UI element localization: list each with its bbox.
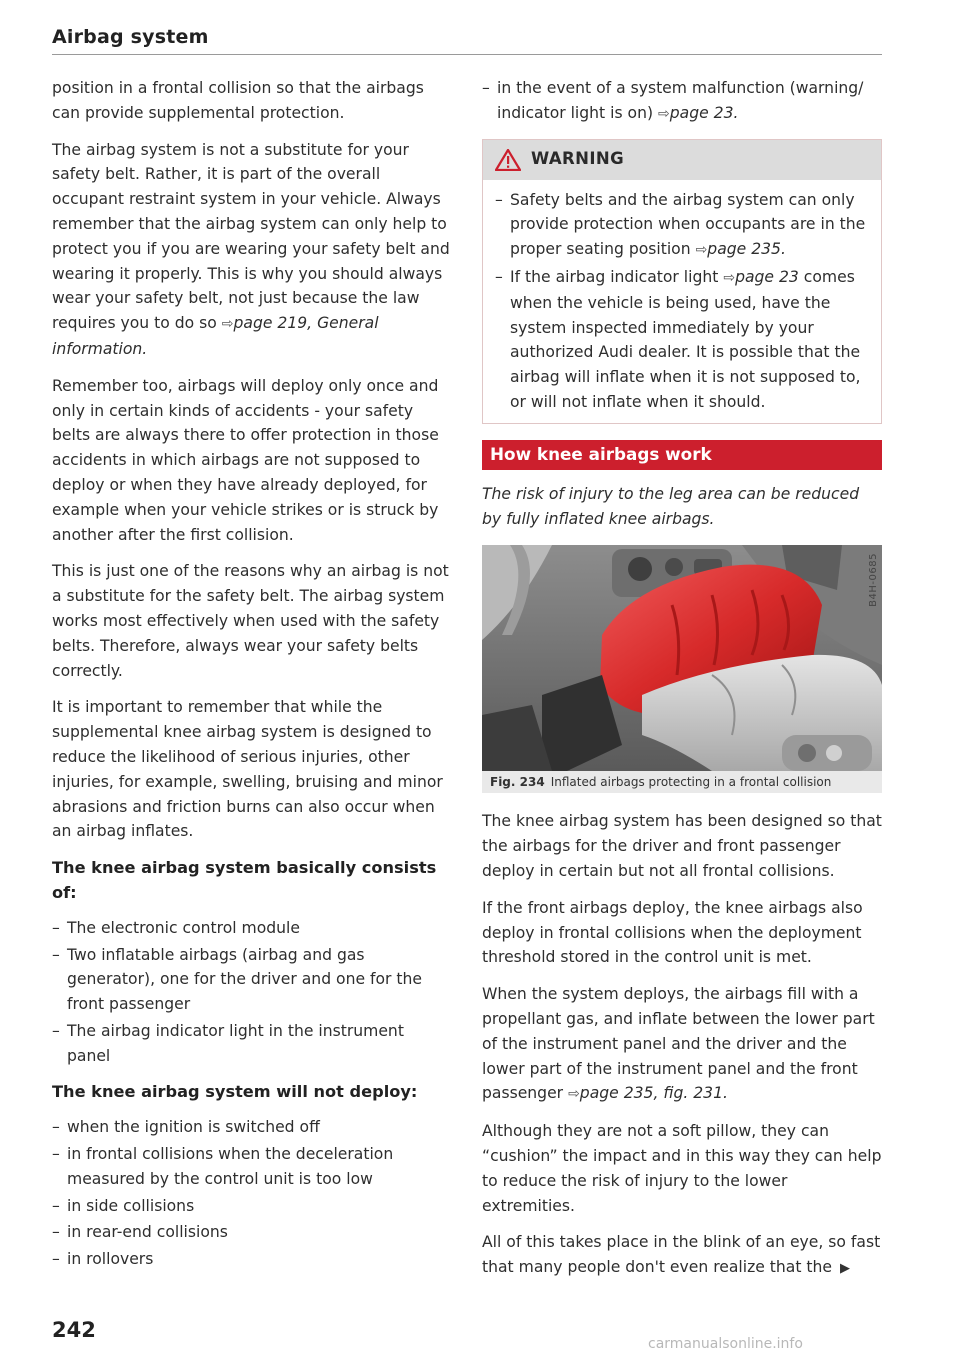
list-item: – in the event of a system malfunction (warning/ indicator light is on) ⇨page 23. <box>482 76 882 127</box>
list-item: – in rollovers <box>52 1247 452 1272</box>
paragraph: Although they are not a soft pillow, they can “cushion” the impact and in this way they can help to reduce the risk of injury to the lower extremities. <box>482 1122 882 1215</box>
paragraph: The knee airbag system has been designed so that the airbags for the driver and front passenger deploy in certain but not all frontal collisions. <box>482 812 882 880</box>
continue-arrow-icon: ▶ <box>840 1261 851 1277</box>
warning-title: WARNING <box>531 149 625 169</box>
continued-list <box>482 76 882 127</box>
right-column <box>482 76 882 1294</box>
figure-label: Fig. 234 <box>490 775 545 790</box>
list-item: – in frontal collisions when the deceleration measured by the control unit is too low <box>52 1142 452 1192</box>
section-intro: The risk of injury to the leg area can be reduced by fully inflated knee airbags. <box>482 484 860 528</box>
warning-body <box>483 180 881 423</box>
section-heading-bar: How knee airbags work <box>482 440 882 470</box>
list-item: – Two inflatable airbags (airbag and gas generator), one for the driver and one for the front passenger <box>52 943 452 1017</box>
list-item: – The electronic control module <box>52 916 452 941</box>
page-reference-link[interactable]: page 235, fig. 231. <box>579 1084 728 1103</box>
paragraph: It is important to remember that while the supplemental knee airbag system is designed to reduce the likelihood of serious injuries, other injuries, for example, swelling, bruising and minor abrasions and friction burns can also occur when an airbag inflates. <box>52 698 443 841</box>
knee-airbag-figure <box>482 545 882 771</box>
arrow-right-icon: ⇨ <box>658 105 670 122</box>
figure-code: B4H-0685 <box>868 553 879 608</box>
page-header <box>52 26 882 55</box>
paragraph: This is just one of the reasons why an airbag is not a substitute for the safety belt. The airbag system works most effectively when used with the safety belts. Therefore, always wear your safety belts correctly. <box>52 562 449 680</box>
arrow-right-icon: ⇨ <box>568 1086 580 1103</box>
paragraph: If the front airbags deploy, the knee airbags also deploy in frontal collisions when the deployment threshold stored in the control unit is met. <box>482 898 863 967</box>
warning-box <box>482 139 882 424</box>
components-list <box>52 916 452 1069</box>
page-reference-link[interactable]: page 23. <box>669 103 739 122</box>
arrow-right-icon: ⇨ <box>695 242 708 259</box>
section-title: Airbag system <box>52 26 209 48</box>
knee-airbag-illustration <box>482 545 882 771</box>
subheading: The knee airbag system will not deploy: <box>52 1082 418 1102</box>
page-reference-link[interactable]: page 23 <box>735 267 799 286</box>
page-reference-link[interactable]: page 219, General information. <box>52 314 379 358</box>
page-number: 242 <box>52 1318 96 1342</box>
list-item: – in rear-end collisions <box>52 1220 452 1245</box>
paragraph: The airbag system is not a substitute for your safety belt. Rather, it is part of the overall occupant restraint system in your vehicle. Always remember that the airbag system can only help to protect you if you are wearing your safety belt and wearing it properly. This is why you should always wear your safety belt, not just because the law requires you to do so ⇨page 219, General information. <box>52 140 450 358</box>
warning-list <box>495 188 869 415</box>
paragraph: All of this takes place in the blink of an eye, so fast that many people don't even realize that the ▶ <box>482 1233 881 1277</box>
paragraph: position in a frontal collision so that the airbags can provide supplemental protection. <box>52 79 424 122</box>
list-item: – when the ignition is switched off <box>52 1115 452 1140</box>
arrow-right-icon: ⇨ <box>221 316 234 333</box>
arrow-right-icon: ⇨ <box>723 269 736 286</box>
page-reference-link[interactable]: page 235. <box>707 240 786 259</box>
list-item: – The airbag indicator light in the instrument panel <box>52 1019 452 1069</box>
left-column <box>52 76 452 1284</box>
warning-triangle-icon <box>495 149 521 171</box>
subheading: The knee airbag system basically consists of: <box>52 858 437 902</box>
no-deploy-list <box>52 1115 452 1272</box>
figure-caption: Fig. 234 Inflated airbags protecting in a frontal collision <box>482 771 882 793</box>
warning-header <box>483 140 881 180</box>
list-item: – Safety belts and the airbag system can only provide protection when occupants are in the proper seating position ⇨page 235. <box>495 188 869 263</box>
watermark: carmanualsonline.info <box>648 1336 803 1352</box>
list-item: – in side collisions <box>52 1194 452 1219</box>
list-item: – If the airbag indicator light ⇨page 23 comes when the vehicle is being used, have the system inspected immediately by your authorized Audi dealer. It is possible that the airbag will inflate when it is not supposed to, or will not inflate when it should. <box>495 265 869 415</box>
paragraph: Remember too, airbags will deploy only once and only in certain kinds of accidents - your safety belts are always there to offer protection in those accidents in which airbags are not supposed to deploy or when they have already deployed, for example when your vehicle strikes or is struck by another after the first collision. <box>52 376 439 544</box>
paragraph: When the system deploys, the airbags fill with a propellant gas, and inflate between the lower part of the instrument panel and the driver and the lower part of the instrument panel and the front passenger ⇨page 235, fig. 231. <box>482 985 875 1103</box>
